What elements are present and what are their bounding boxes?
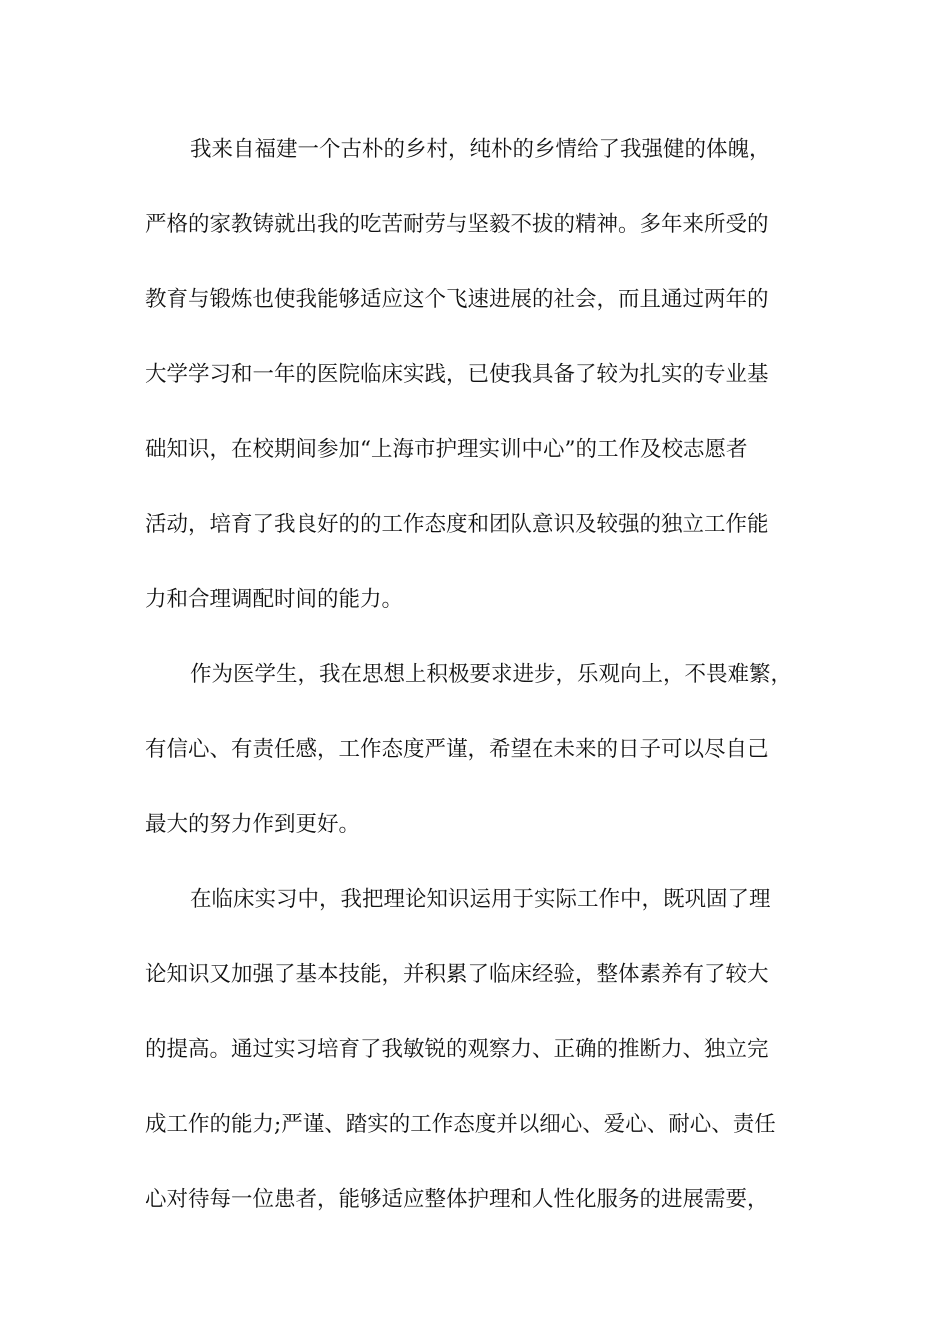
paragraph-1-line-7: 力和合理调配时间的能力。 — [145, 587, 404, 612]
paragraph-1-line-6: 活动，培育了我良好的的工作态度和团队意识及较强的独立工作能 — [145, 512, 769, 537]
paragraph-2-line-3: 最大的努力作到更好。 — [145, 812, 361, 837]
paragraph-3-line-3: 的提高。通过实习培育了我敏锐的观察力、正确的推断力、独立完 — [145, 1037, 769, 1062]
paragraph-1-line-5: 础知识，在校期间参加“上海市护理实训中心”的工作及校志愿者 — [145, 437, 748, 462]
paragraph-2-line-1: 作为医学生，我在思想上积极要求进步，乐观向上，不畏难繁， — [190, 662, 793, 687]
paragraph-3-line-4: 成工作的能力;严谨、踏实的工作态度并以细心、爱心、耐心、责任 — [145, 1112, 776, 1137]
paragraph-2-line-2: 有信心、有责任感，工作态度严谨，希望在未来的日子可以尽自己 — [145, 737, 769, 762]
paragraph-1-line-3: 教育与锻炼也使我能够适应这个飞速进展的社会，而且通过两年的 — [145, 287, 769, 312]
paragraph-1-line-1: 我来自福建一个古朴的乡村，纯朴的乡情给了我强健的体魄， — [190, 137, 771, 162]
paragraph-3-line-1: 在临床实习中，我把理论知识运用于实际工作中，既巩固了理 — [190, 887, 771, 912]
paragraph-3-line-2: 论知识又加强了基本技能，并积累了临床经验，整体素养有了较大 — [145, 962, 769, 987]
paragraph-3-line-5: 心对待每一位患者，能够适应整体护理和人性化服务的进展需要， — [145, 1187, 769, 1212]
paragraph-1-line-2: 严格的家教铸就出我的吃苦耐劳与坚毅不拔的精神。多年来所受的 — [145, 212, 769, 237]
paragraph-1-line-4: 大学学习和一年的医院临床实践，已使我具备了较为扎实的专业基 — [145, 362, 769, 387]
